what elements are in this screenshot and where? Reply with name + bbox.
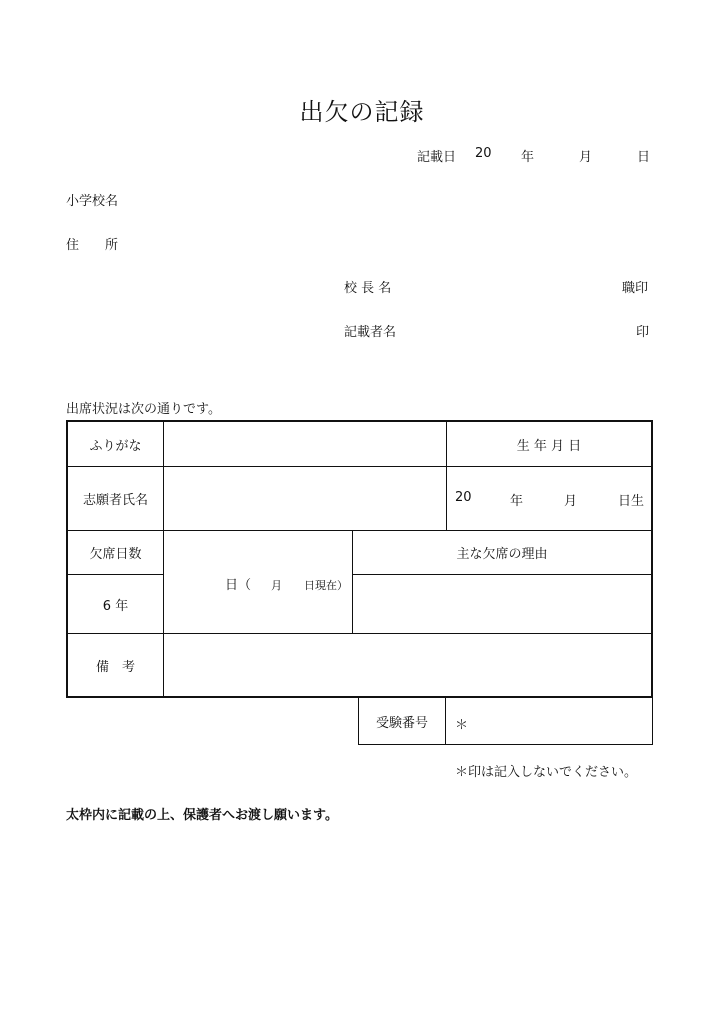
remarks-label: 備 考 xyxy=(95,659,135,675)
birthdate-label: 生 年 月 日 xyxy=(516,438,582,454)
birth-year-unit: 年 xyxy=(510,494,524,509)
absence-days-label: 欠席日数 xyxy=(89,547,142,562)
date-year-prefix: 20 xyxy=(475,146,492,161)
footer-instruction: 太枠内に記載の上、保護者へお渡し願います。 xyxy=(66,808,338,823)
exam-number-mark: ＊ xyxy=(455,718,469,733)
birth-month-unit: 月 xyxy=(564,494,578,509)
recorder-label: 記載者名 xyxy=(344,325,397,340)
intro-text: 出席状況は次の通りです。 xyxy=(66,402,221,417)
recorder-seal: 印 xyxy=(636,325,650,340)
as-of-suffix: 日現在） xyxy=(304,579,348,592)
note-text: ＊印は記入しないでください。 xyxy=(455,765,638,780)
furigana-label: ふりがな xyxy=(89,438,142,454)
exam-number-label: 受験番号 xyxy=(375,715,428,731)
date-label: 記載日 xyxy=(417,150,457,165)
applicant-name-label: 志願者氏名 xyxy=(82,493,148,508)
absence-days-unit: 日（ xyxy=(225,578,252,593)
applicant-name-input[interactable] xyxy=(164,467,446,530)
as-of-month: 月 xyxy=(271,579,282,592)
furigana-input[interactable] xyxy=(164,422,446,466)
absence-reason-label: 主な欠席の理由 xyxy=(456,547,548,562)
absence-reason-input[interactable] xyxy=(353,575,651,633)
exam-number-box xyxy=(358,697,653,745)
school-name-label: 小学校名 xyxy=(66,194,119,209)
column-divider xyxy=(445,698,446,744)
date-day-unit: 日 xyxy=(637,150,651,165)
principal-label: 校 長 名 xyxy=(344,281,392,296)
principal-seal: 職印 xyxy=(622,281,649,296)
date-month-unit: 月 xyxy=(579,150,593,165)
date-year-unit: 年 xyxy=(521,150,535,165)
birth-day-unit: 日生 xyxy=(618,494,645,509)
address-label: 住 所 xyxy=(66,238,119,253)
page-title: 出欠の記録 xyxy=(299,98,425,126)
birth-year-prefix: 20 xyxy=(455,490,472,505)
attendance-form-table xyxy=(66,420,653,698)
remarks-input[interactable] xyxy=(164,634,651,696)
grade-label: 6 年 xyxy=(102,598,129,614)
